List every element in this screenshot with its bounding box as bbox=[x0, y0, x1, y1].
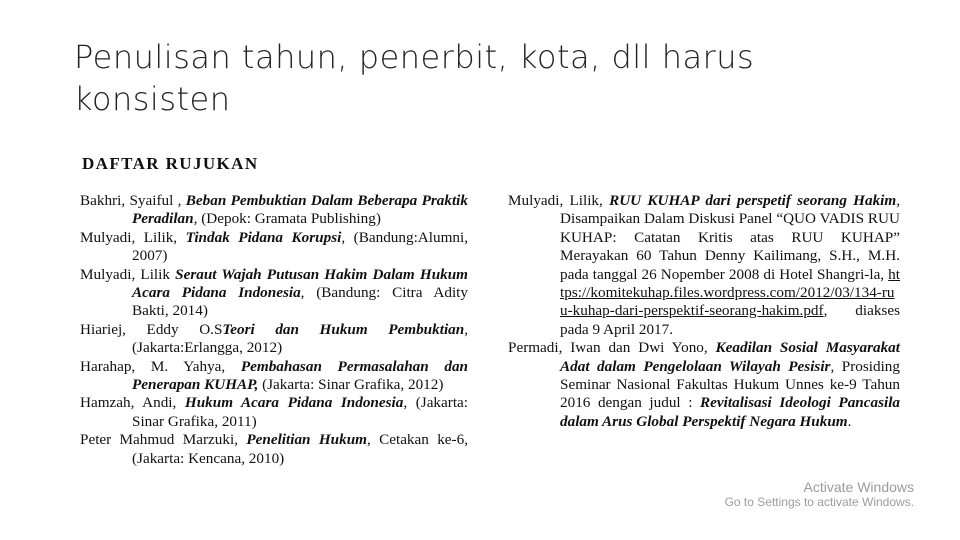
reference-url-link[interactable]: https://komitekuhap.files.wordpress.com/2012/03/134-ruu-kuhap-dari-perspektif-seorang-hakim.pdf bbox=[560, 265, 900, 320]
watermark-line-1: Activate Windows bbox=[803, 479, 914, 495]
reference-heading: DAFTAR RUJUKAN bbox=[82, 154, 259, 173]
scanned-reference-list bbox=[78, 152, 920, 514]
reference-entry: Permadi, Iwan dan Dwi Yono, Keadilan Sosial Masyarakat Adat dalam Pengelolaan Wilayah Pesisir, Prosiding Seminar Nasional Fakultas Hukum Unnes ke-9 Tahun 2016 dengan judul : Revitalisasi Ideologi Pancasila dalam Arus Global Perspektif Negara Hukum. bbox=[508, 339, 901, 430]
activate-windows-watermark bbox=[725, 480, 914, 510]
reference-entry: Hiariej, Eddy O.STeori dan Hukum Pembuktian, (Jakarta:Erlangga, 2012) bbox=[80, 320, 468, 357]
reference-entry: Bakhri, Syaiful , Beban Pembuktian Dalam Beberapa Praktik Peradilan, (Depok: Gramata Publishing) bbox=[80, 192, 468, 228]
reference-entry: Mulyadi, Lilik, RUU KUHAP dari perspetif seorang Hakim, Disampaikan Dalam Diskusi Panel “QUO VADIS RUU KUHAP: Catatan Kritis atas RUU KUHAP” Merayakan 60 Tahun Denny Kailimang, S.H., M.H. pada tanggal 26 Nopember 2008 di Hotel Shangri-la, https://komitekuhap.files.wordpress.com/2012/03/134-ruu-kuhap-dari-perspektif-seorang-hakim.pdf, diakses pada 9 April 2017. bbox=[508, 192, 900, 338]
reference-entry: Mulyadi, Lilik Seraut Wajah Putusan Hakim Dalam Hukum Acara Pidana Indonesia, (Bandung: Citra Adity Bakti, 2014) bbox=[80, 265, 468, 320]
reference-entry: Mulyadi, Lilik, Tindak Pidana Korupsi, (Bandung:Alumni, 2007) bbox=[80, 228, 468, 265]
slide-title: Penulisan tahun, penerbit, kota, dll harus konsisten bbox=[74, 38, 755, 118]
reference-entry: Peter Mahmud Marzuki, Penelitian Hukum, Cetakan ke-6, (Jakarta: Kencana, 2010) bbox=[80, 431, 468, 467]
right-reference-column bbox=[508, 192, 900, 431]
left-reference-column bbox=[80, 192, 468, 468]
watermark-line-2: Go to Settings to activate Windows. bbox=[724, 495, 914, 509]
reference-entry: Harahap, M. Yahya, Pembahasan Permasalahan dan Penerapan KUHAP, (Jakarta: Sinar Grafika, 2012) bbox=[80, 357, 468, 394]
reference-entry: Hamzah, Andi, Hukum Acara Pidana Indonesia, (Jakarta: Sinar Grafika, 2011) bbox=[80, 394, 469, 430]
